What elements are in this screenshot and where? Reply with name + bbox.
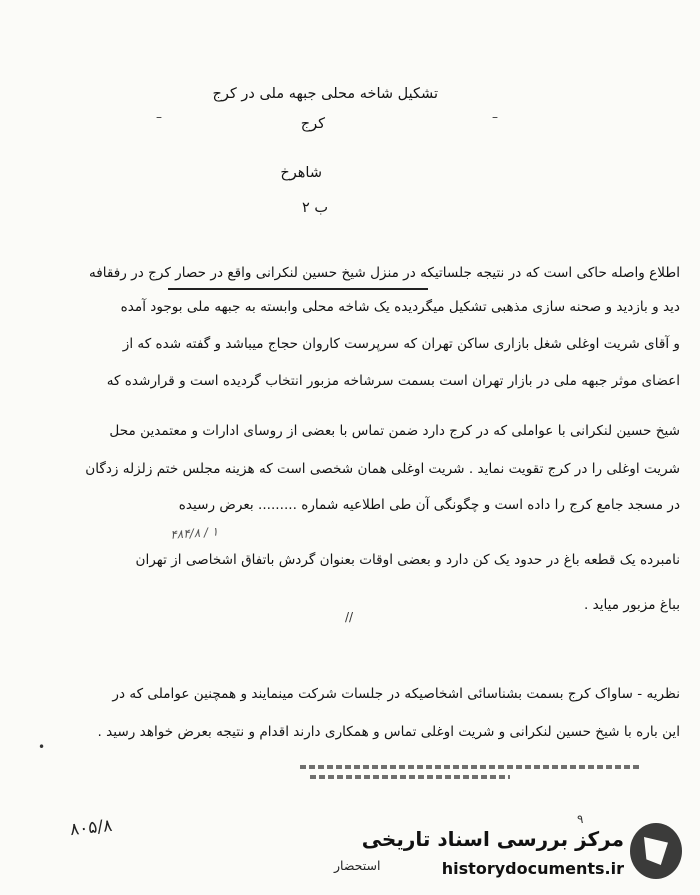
body-line: بباغ مزبور میاید . (583, 597, 680, 613)
opinion-line: این باره با شیخ حسین لنکرانی و شریت اوغلی تماس و همکاری دارند اقدام و نتیجه بعرض خواهد رسید . (97, 724, 680, 740)
tick-mark: // (345, 610, 354, 624)
handwritten-number: ۸۰۵/۸ (69, 815, 114, 841)
document-title: تشکیل شاخه محلی جبهه ملی در کرج (212, 86, 438, 102)
stamp-note: ۴۸۴/۸ / ۱ (169, 524, 219, 542)
watermark-title: مرکز بررسی اسناد تاریخی (361, 827, 624, 851)
location-label: کرج (300, 116, 325, 132)
watermark (361, 819, 688, 889)
dash-mark: – (156, 110, 162, 124)
body-line: دید و بازدید و صحنه سازی مذهبی تشکیل میگردیده یک شاخه محلی وابسته به جبهه ملی بوجود آمده (120, 299, 680, 315)
body-line: شیخ حسین لنکرانی با عواملی که در کرج دارد ضمن تماس با بعضی از روسای ادارات و معتمدین محل (109, 423, 680, 439)
dot-mark: ٩ (577, 812, 584, 826)
reference-code: ب ۲ (301, 200, 328, 216)
scribble-signature (300, 765, 640, 769)
underline-mark (168, 288, 428, 290)
body-line: اطلاع واصله حاکی است که در نتیجه جلساتیکه در منزل شیخ حسین لنکرانی واقع در حصار کرج در رفقافه (88, 265, 680, 281)
watermark-site: historydocuments.ir (441, 859, 624, 878)
dash-mark: – (492, 110, 498, 124)
opinion-line: نظریه - ساواک کرج بسمت بشناسائی اشخاصیکه در جلسات شرکت مینمایند و همچنین عواملی که در (112, 686, 680, 702)
dot-mark: • (38, 740, 46, 754)
archive-logo-icon (630, 823, 682, 879)
city-label: شاهرخ (280, 165, 322, 181)
body-line: در مسجد جامع کرج را داده است و چگونگی آن طی اطلاعیه شماره ......... بعرض رسیده (178, 497, 680, 513)
scribble-signature (310, 775, 510, 779)
footer-word: استحضار (334, 858, 381, 873)
body-line: و آقای شریت اوغلی شغل بازاری ساکن تهران که سرپرست کاروان حجاج میباشد و گفته شده که از (122, 336, 680, 352)
body-line: نامبرده یک قطعه باغ در حدود یک کن دارد و بعضی اوقات بعنوان گردش باتفاق اشخاصی از تهران (135, 552, 680, 568)
body-line: اعضای موثر جبهه ملی در بازار تهران است بسمت سرشاخه مزبور انتخاب گردیده است و قرارشده که (106, 373, 680, 389)
body-line: شریت اوغلی را در کرج تقویت نماید . شریت اوغلی همان شخصی است که هزینه مجلس ختم زلزله زدگان (85, 461, 680, 477)
